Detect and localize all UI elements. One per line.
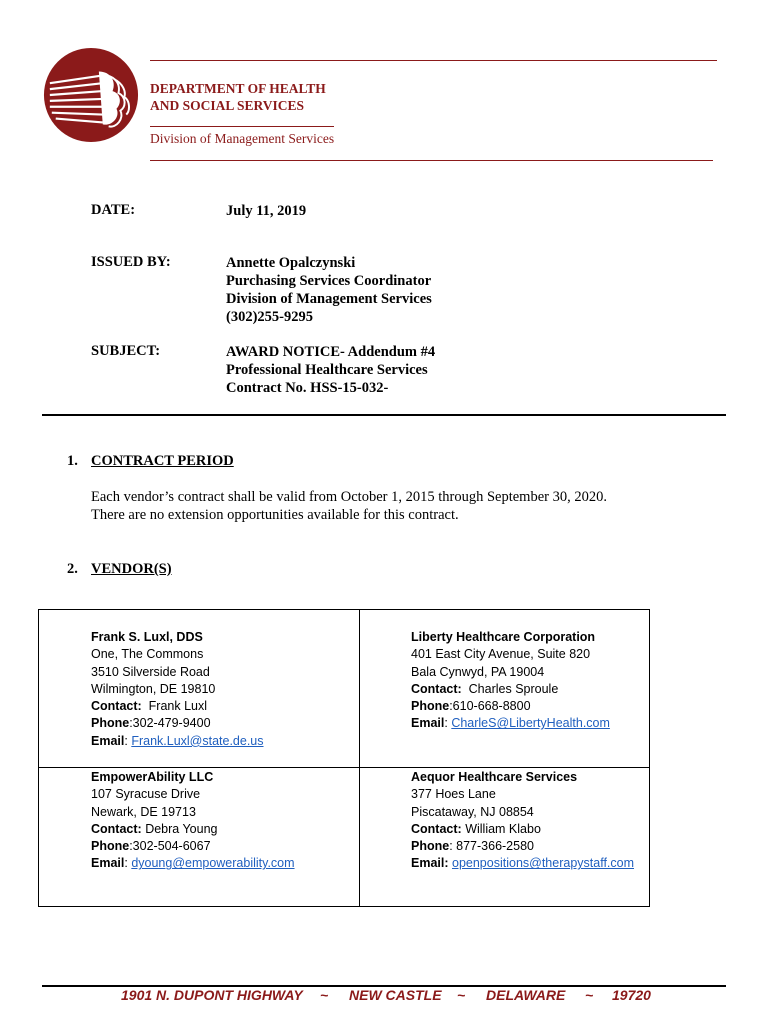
department-name: DEPARTMENT OF HEALTH AND SOCIAL SERVICES (150, 81, 326, 113)
subject-block (226, 343, 435, 397)
vendor-email-link[interactable]: dyoung@empowerability.com (131, 856, 295, 871)
date-value: July 11, 2019 (226, 203, 307, 219)
footer-zip: 19720 (612, 987, 651, 1003)
header-short-rule (150, 126, 334, 127)
footer-separator: ~ (585, 987, 594, 1003)
vendor-cell: Frank S. Luxl, DDS One, The Commons 3510 Silverside Road Wilmington, DE 19810 Contact: Frank Luxl Phone:302-479-9400 Email: Frank.Luxl@state.de.us (91, 630, 264, 748)
header-top-rule (150, 60, 717, 61)
vendor-name: Liberty Healthcare Corporation (411, 630, 596, 644)
vendor-name: EmpowerAbility LLC (91, 770, 214, 784)
date-label: DATE: (91, 202, 136, 218)
issued-by-line: Division of Management Services (226, 291, 432, 307)
division-name: Division of Management Services (150, 131, 335, 146)
vendor-email-link[interactable]: CharleS@LibertyHealth.com (451, 716, 610, 731)
vendor-email-link[interactable]: Frank.Luxl@state.de.us (131, 733, 264, 748)
footer-city: NEW CASTLE (349, 987, 442, 1003)
subject-label: SUBJECT: (91, 343, 161, 359)
vendor-cell: Liberty Healthcare Corporation 401 East City Avenue, Suite 820 Bala Cynwyd, PA 19004 Contact: Charles Sproule Phone:610-668-8800 Email: CharleS@LibertyHealth.com (411, 630, 610, 731)
vendor-cell: EmpowerAbility LLC 107 Syracuse Drive Newark, DE 19713 Contact: Debra Young Phone:302-504-6067 Email: dyoung@empowerability.com (91, 770, 295, 871)
vendor-cell: Aequor Healthcare Services 377 Hoes Lane Piscataway, NJ 08854 Contact: William Klabo Phone: 877-366-2580 Email: openpositions@therapystaff.com (411, 770, 635, 871)
subject-line: Contract No. HSS-15-032- (226, 380, 389, 396)
footer-separator: ~ (320, 987, 329, 1003)
issued-by-line: Annette Opalczynski (226, 255, 356, 271)
footer-state: DELAWARE (486, 987, 566, 1003)
dhss-seal-icon (42, 46, 140, 144)
section-contract-period: 1. CONTRACT PERIOD (67, 453, 234, 469)
vendor-email-link[interactable]: openpositions@therapystaff.com (452, 856, 635, 871)
vendor-name: Frank S. Luxl, DDS (91, 630, 203, 644)
footer-separator: ~ (457, 987, 466, 1003)
subject-line: Professional Healthcare Services (226, 362, 428, 378)
footer-street: 1901 N. DUPONT HIGHWAY (121, 987, 303, 1003)
contract-period-paragraph: Each vendor’s contract shall be valid from October 1, 2015 through September 30, 2020. There are no extension opportunities available for this contract. (91, 489, 607, 523)
subject-line: AWARD NOTICE- Addendum #4 (226, 344, 436, 360)
issued-by-block (226, 254, 432, 326)
vendor-name: Aequor Healthcare Services (411, 770, 578, 784)
issued-by-line: Purchasing Services Coordinator (226, 273, 432, 289)
issued-by-line: (302)255-9295 (226, 309, 313, 325)
section-vendors: 2. VENDOR(S) (67, 561, 172, 577)
issued-by-label: ISSUED BY: (91, 254, 171, 270)
memo-divider (42, 414, 726, 416)
vendor-table-col-divider (359, 609, 360, 907)
header-bottom-rule (150, 160, 713, 161)
vendor-table-row-divider (38, 767, 650, 768)
